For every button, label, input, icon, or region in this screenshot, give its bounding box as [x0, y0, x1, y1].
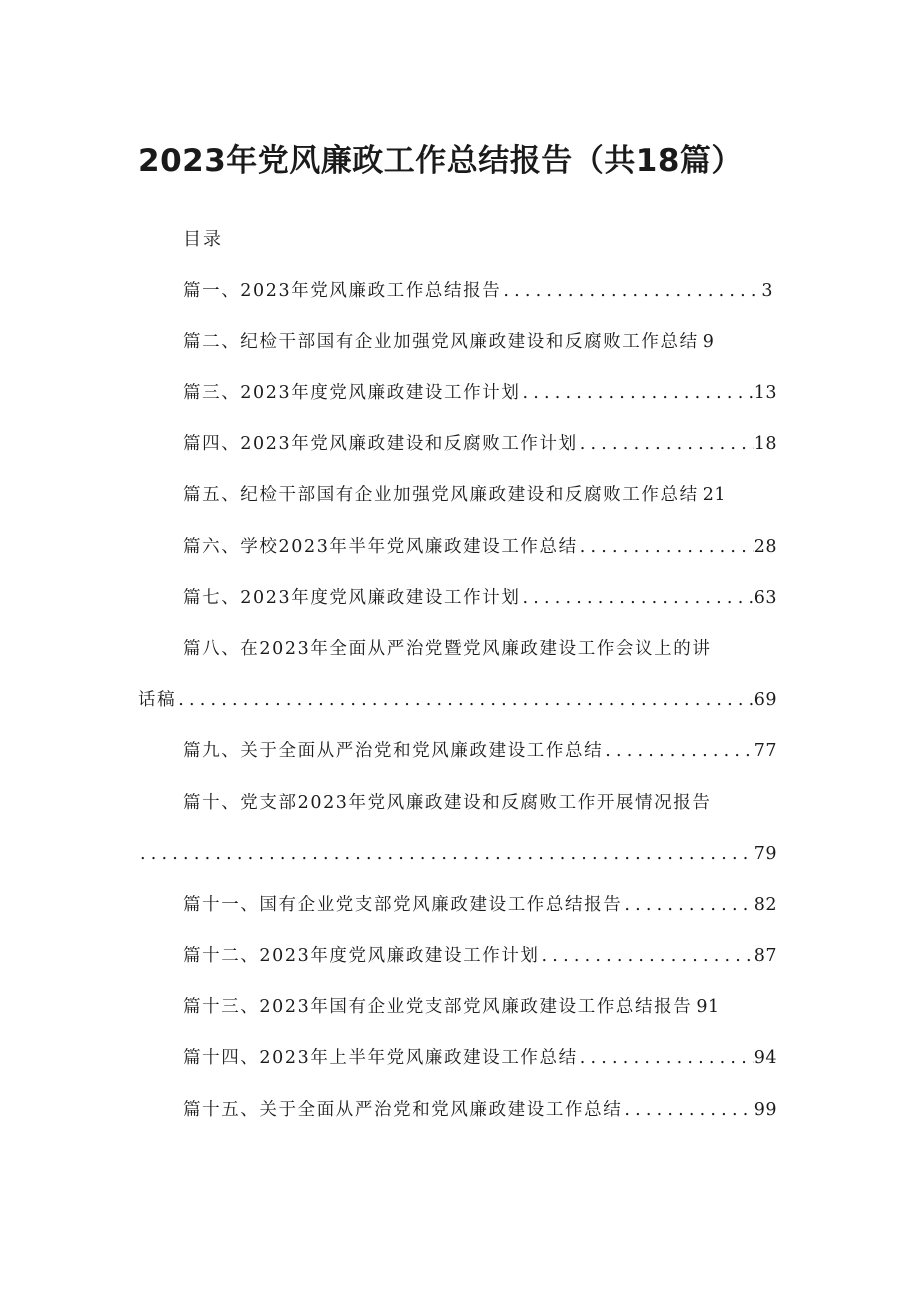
toc-entry-page: 79 — [753, 844, 777, 864]
toc-entry[interactable] — [183, 328, 783, 356]
toc-entry-page: 3 — [761, 281, 773, 301]
toc-entry-label: 篇二、纪检干部国有企业加强党风廉政建设和反腐败工作总结 — [183, 332, 699, 352]
toc-entry-page: 28 — [753, 537, 777, 557]
toc-entry-label: 篇一、2023年党风廉政工作总结报告 — [183, 281, 502, 301]
toc-entry-label: 篇三、2023年度党风廉政建设工作计划 — [183, 383, 521, 403]
toc-entry-page: 63 — [753, 588, 777, 608]
toc-entry-label: 篇六、学校2023年半年党风廉政建设工作总结 — [183, 537, 578, 557]
toc-leader-dots — [520, 379, 753, 407]
toc-entry-page: 82 — [753, 895, 777, 915]
toc-leader-dots — [578, 533, 754, 561]
toc-entry[interactable] — [183, 584, 777, 612]
toc-heading: 目录 — [183, 229, 223, 250]
toc-entry-label: 篇七、2023年度党风廉政建设工作计划 — [183, 588, 521, 608]
toc-leader-dots — [501, 277, 761, 305]
toc-entry-page: 18 — [753, 434, 777, 454]
toc-entry-page: 94 — [753, 1048, 777, 1068]
toc-entry-label[interactable]: 篇八、在2023年全面从严治党暨党风廉政建设工作会议上的讲 — [183, 639, 712, 659]
toc-entry[interactable] — [183, 277, 773, 305]
toc-entry-page: 77 — [753, 741, 777, 761]
toc-entry[interactable] — [183, 481, 803, 509]
toc-entry[interactable] — [183, 533, 777, 561]
toc-entry[interactable] — [183, 737, 777, 765]
toc-entry[interactable] — [183, 379, 777, 407]
toc-entry-page: 91 — [696, 997, 720, 1017]
toc-entry-page: 69 — [753, 690, 777, 710]
toc-entry[interactable] — [183, 430, 777, 458]
toc-leader-dots — [578, 430, 754, 458]
toc-entry-label: 篇十四、2023年上半年党风廉政建设工作总结 — [183, 1048, 578, 1068]
toc-entry-page: 99 — [753, 1100, 777, 1120]
toc-entry-page: 13 — [753, 383, 777, 403]
toc-leader-dots — [540, 942, 754, 970]
toc-entry[interactable] — [183, 993, 803, 1021]
toc-leader-dots — [622, 891, 753, 919]
toc-entry-label: 篇十二、2023年度党风廉政建设工作计划 — [183, 946, 540, 966]
toc-entry[interactable] — [183, 891, 777, 919]
toc-entry[interactable] — [138, 840, 777, 868]
toc-entry[interactable] — [183, 1096, 777, 1124]
toc-entry-label: 篇十一、国有企业党支部党风廉政建设工作总结报告 — [183, 895, 623, 915]
toc-leader-dots — [176, 686, 754, 714]
toc-entry[interactable] — [138, 686, 777, 714]
toc-leader-dots — [578, 1044, 754, 1072]
toc-entry-label[interactable]: 篇十、党支部2023年党风廉政建设和反腐败工作开展情况报告 — [183, 793, 712, 813]
toc-entry-page: 87 — [753, 946, 777, 966]
toc-entry-label: 篇九、关于全面从严治党和党风廉政建设工作总结 — [183, 741, 604, 761]
toc-entry-label: 篇五、纪检干部国有企业加强党风廉政建设和反腐败工作总结 — [183, 485, 699, 505]
toc-leader-dots — [603, 737, 754, 765]
toc-entry-page: 9 — [702, 332, 715, 352]
toc-leader-dots — [138, 840, 754, 868]
toc-entry-label: 篇十三、2023年国有企业党支部党风廉政建设工作总结报告 — [183, 997, 693, 1017]
toc-leader-dots — [520, 584, 753, 612]
document-title: 2023年党风廉政工作总结报告（共18篇） — [138, 143, 743, 179]
toc-entry[interactable] — [183, 1044, 777, 1072]
toc-entry[interactable] — [183, 942, 777, 970]
toc-entry-label: 篇十五、关于全面从严治党和党风廉政建设工作总结 — [183, 1100, 623, 1120]
toc-entry-page: 21 — [702, 485, 726, 505]
toc-entry-label-continued: 话稿 — [138, 690, 177, 710]
toc-leader-dots — [622, 1096, 753, 1124]
toc-entry-label: 篇四、2023年党风廉政建设和反腐败工作计划 — [183, 434, 578, 454]
